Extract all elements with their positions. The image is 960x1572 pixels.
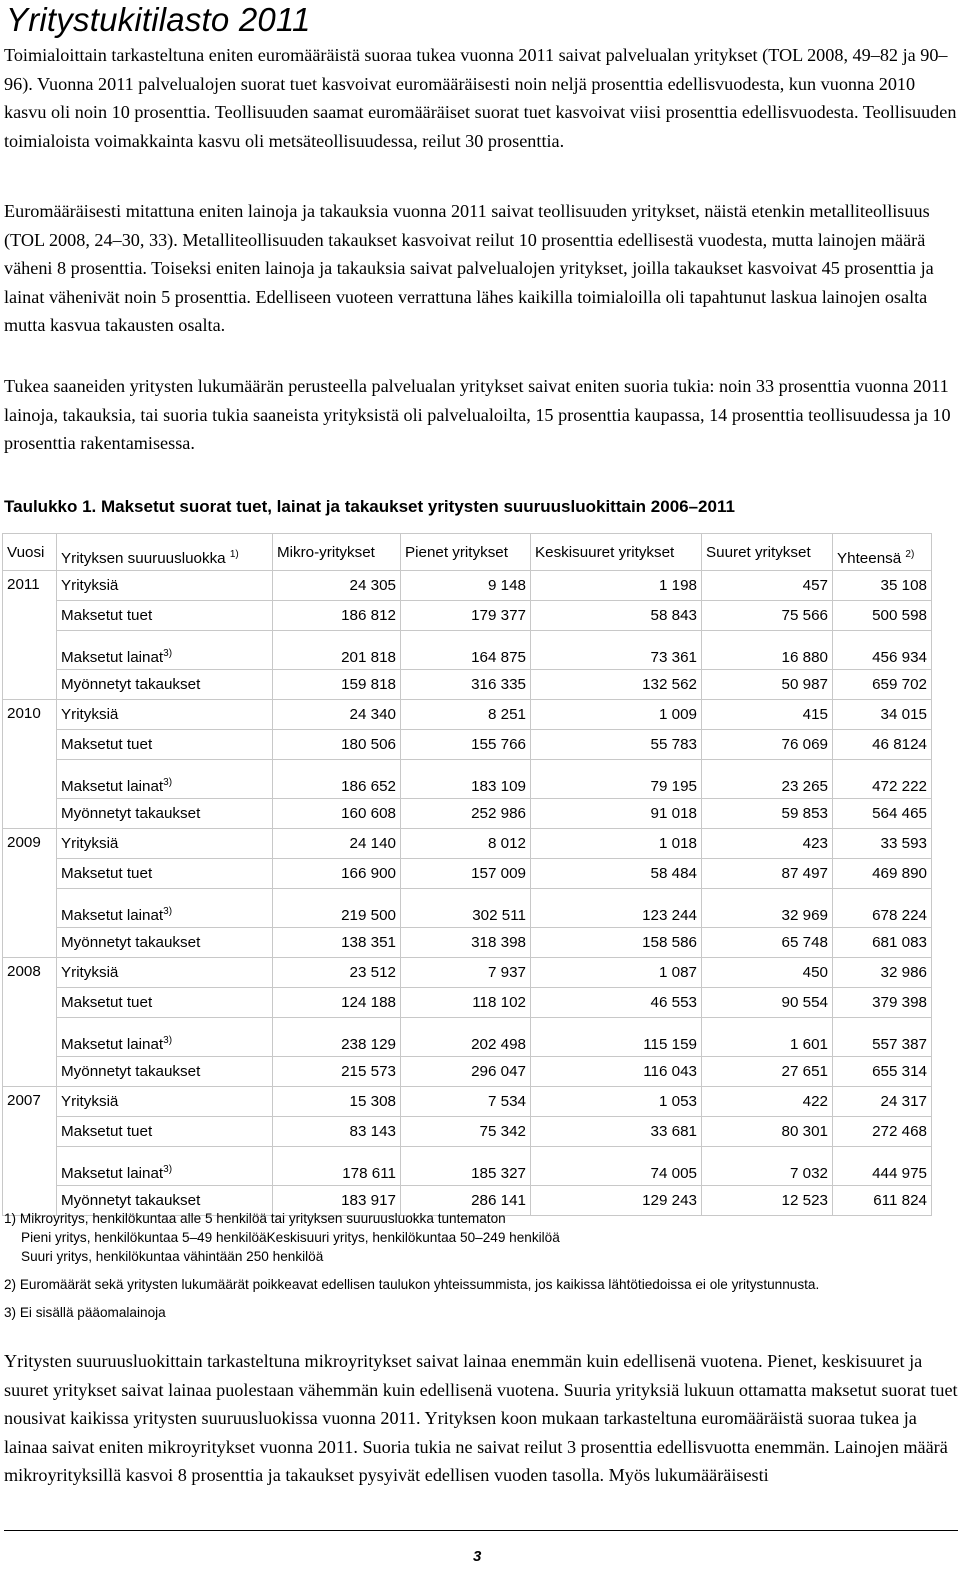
year-cell: 2008 bbox=[3, 958, 57, 1087]
table-row bbox=[3, 571, 932, 601]
value-cell: 24 305 bbox=[273, 571, 401, 601]
row-label-text: Yrityksiä bbox=[61, 706, 119, 723]
value-cell: 73 361 bbox=[531, 631, 702, 670]
value-cell: 8 012 bbox=[401, 829, 531, 859]
value-cell: 1 601 bbox=[702, 1018, 833, 1057]
row-label-text: Maksetut tuet bbox=[61, 994, 153, 1011]
row-label-text: Yrityksiä bbox=[61, 964, 119, 981]
column-header-year: Vuosi bbox=[3, 534, 57, 571]
value-cell: 75 342 bbox=[401, 1117, 531, 1147]
row-label-text: Maksetut lainat bbox=[61, 778, 164, 795]
row-label-text: Maksetut tuet bbox=[61, 607, 153, 624]
table-row bbox=[3, 1147, 932, 1186]
value-cell: 681 083 bbox=[833, 928, 932, 958]
value-cell: 80 301 bbox=[702, 1117, 833, 1147]
table-row bbox=[3, 601, 932, 631]
value-cell: 318 398 bbox=[401, 928, 531, 958]
table-row bbox=[3, 889, 932, 928]
table-row bbox=[3, 1117, 932, 1147]
row-label bbox=[57, 859, 273, 889]
value-cell: 75 566 bbox=[702, 601, 833, 631]
value-cell: 423 bbox=[702, 829, 833, 859]
table-row bbox=[3, 859, 932, 889]
value-cell: 27 651 bbox=[702, 1057, 833, 1087]
value-cell: 415 bbox=[702, 700, 833, 730]
value-cell: 8 251 bbox=[401, 700, 531, 730]
value-cell: 129 243 bbox=[531, 1186, 702, 1216]
value-cell: 7 534 bbox=[401, 1087, 531, 1117]
value-cell: 24 140 bbox=[273, 829, 401, 859]
row-label-text: Maksetut lainat bbox=[61, 907, 164, 924]
column-header-large: Suuret yritykset bbox=[702, 534, 833, 571]
year-cell: 2007 bbox=[3, 1087, 57, 1216]
table-header-row bbox=[3, 534, 932, 571]
column-header-total: Yhteensä $^{2)}$ bbox=[833, 534, 932, 571]
value-cell: 296 047 bbox=[401, 1057, 531, 1087]
value-cell: 1 198 bbox=[531, 571, 702, 601]
footnote-marker: 3) bbox=[163, 1164, 173, 1175]
table-row bbox=[3, 670, 932, 700]
column-header-size-class: Yrityksen suuruusluokka $^{1)}$ bbox=[57, 534, 273, 571]
table-row bbox=[3, 760, 932, 799]
value-cell: 24 317 bbox=[833, 1087, 932, 1117]
value-cell: 180 506 bbox=[273, 730, 401, 760]
column-header-micro: Mikro-yritykset bbox=[273, 534, 401, 571]
value-cell: 132 562 bbox=[531, 670, 702, 700]
row-label bbox=[57, 889, 273, 928]
column-header-medium: Keskisuuret yritykset bbox=[531, 534, 702, 571]
value-cell: 272 468 bbox=[833, 1117, 932, 1147]
row-label bbox=[57, 571, 273, 601]
year-cell: 2009 bbox=[3, 829, 57, 958]
value-cell: 252 986 bbox=[401, 799, 531, 829]
footnote-marker: 3) bbox=[163, 648, 173, 659]
statistics-table bbox=[2, 533, 932, 1216]
row-label-text: Maksetut lainat bbox=[61, 649, 164, 666]
row-label-text: Myönnetyt takaukset bbox=[61, 676, 201, 693]
value-cell: 1 009 bbox=[531, 700, 702, 730]
value-cell: 472 222 bbox=[833, 760, 932, 799]
value-cell: 9 148 bbox=[401, 571, 531, 601]
value-cell: 185 327 bbox=[401, 1147, 531, 1186]
value-cell: 158 586 bbox=[531, 928, 702, 958]
value-cell: 302 511 bbox=[401, 889, 531, 928]
row-label-text: Yrityksiä bbox=[61, 577, 119, 594]
value-cell: 157 009 bbox=[401, 859, 531, 889]
value-cell: 118 102 bbox=[401, 988, 531, 1018]
value-cell: 659 702 bbox=[833, 670, 932, 700]
value-cell: 76 069 bbox=[702, 730, 833, 760]
value-cell: 59 853 bbox=[702, 799, 833, 829]
value-cell: 422 bbox=[702, 1087, 833, 1117]
value-cell: 58 484 bbox=[531, 859, 702, 889]
row-label bbox=[57, 958, 273, 988]
row-label bbox=[57, 760, 273, 799]
footnote-1-line-2: Pieni yritys, henkilökuntaa 5–49 henkilöäKeskisuuri yritys, henkilökuntaa 50–249 henkilöä bbox=[21, 1230, 560, 1245]
value-cell: 155 766 bbox=[401, 730, 531, 760]
value-cell: 500 598 bbox=[833, 601, 932, 631]
value-cell: 35 108 bbox=[833, 571, 932, 601]
value-cell: 186 812 bbox=[273, 601, 401, 631]
column-header-small: Pienet yritykset bbox=[401, 534, 531, 571]
value-cell: 201 818 bbox=[273, 631, 401, 670]
page-number: 3 bbox=[473, 1548, 482, 1565]
value-cell: 50 987 bbox=[702, 670, 833, 700]
footnote-2: 2) Euromäärät sekä yritysten lukumäärät poikkeavat edellisen taulukon yhteissummista, jos kaikissa lähtötiedoissa ei ole yritystunnusta. bbox=[4, 1277, 820, 1292]
row-label bbox=[57, 928, 273, 958]
row-label-text: Maksetut tuet bbox=[61, 736, 153, 753]
footnote-1-line-3: Suuri yritys, henkilökuntaa vähintään 250 henkilöä bbox=[21, 1249, 324, 1264]
row-label bbox=[57, 1057, 273, 1087]
value-cell: 219 500 bbox=[273, 889, 401, 928]
value-cell: 46 8124 bbox=[833, 730, 932, 760]
value-cell: 7 032 bbox=[702, 1147, 833, 1186]
value-cell: 183 109 bbox=[401, 760, 531, 799]
row-label bbox=[57, 1117, 273, 1147]
footnote-marker: 1) bbox=[229, 549, 239, 560]
footnote-3: 3) Ei sisällä pääomalainoja bbox=[4, 1305, 166, 1320]
value-cell: 238 129 bbox=[273, 1018, 401, 1057]
paragraph-loans-and-guarantees: Euromääräisesti mitattuna eniten lainoja ja takauksia vuonna 2011 saivat teollisuuden yritykset, näistä etenkin metalliteollisuus (TOL 2008, 24–30, 33). Metalliteollisuuden takaukset kasvoivat reilut 10 prosenttia edellisestä vuodesta, mutta lainojen määrä väheni 8 prosenttia. Toiseksi eniten lainoja ja takauksia saivat palvelualojen yritykset, joilla takaukset kasvoivat 45 prosenttia ja lainat vähenivät noin 5 prosenttia. Edelliseen vuoteen verrattuna lähes kaikilla toimialoilla oli tapahtunut laskua lainojen osalta mutta kasvua takausten osalta. bbox=[4, 201, 934, 336]
value-cell: 124 188 bbox=[273, 988, 401, 1018]
table-row bbox=[3, 1087, 932, 1117]
value-cell: 58 843 bbox=[531, 601, 702, 631]
value-cell: 15 308 bbox=[273, 1087, 401, 1117]
value-cell: 160 608 bbox=[273, 799, 401, 829]
row-label-text: Yrityksiä bbox=[61, 1093, 119, 1110]
value-cell: 7 937 bbox=[401, 958, 531, 988]
value-cell: 46 553 bbox=[531, 988, 702, 1018]
value-cell: 23 265 bbox=[702, 760, 833, 799]
value-cell: 316 335 bbox=[401, 670, 531, 700]
value-cell: 286 141 bbox=[401, 1186, 531, 1216]
row-label bbox=[57, 730, 273, 760]
row-label-text: Maksetut lainat bbox=[61, 1165, 164, 1182]
value-cell: 32 969 bbox=[702, 889, 833, 928]
value-cell: 24 340 bbox=[273, 700, 401, 730]
value-cell: 16 880 bbox=[702, 631, 833, 670]
footnote-marker: 3) bbox=[163, 777, 173, 788]
row-label bbox=[57, 601, 273, 631]
value-cell: 469 890 bbox=[833, 859, 932, 889]
table-caption: Taulukko 1. Maksetut suorat tuet, lainat ja takaukset yritysten suuruusluokittain 2006–2011 bbox=[4, 497, 735, 516]
value-cell: 655 314 bbox=[833, 1057, 932, 1087]
row-label-text: Maksetut tuet bbox=[61, 1123, 153, 1140]
table-row bbox=[3, 928, 932, 958]
value-cell: 33 593 bbox=[833, 829, 932, 859]
value-cell: 215 573 bbox=[273, 1057, 401, 1087]
row-label bbox=[57, 700, 273, 730]
value-cell: 186 652 bbox=[273, 760, 401, 799]
value-cell: 33 681 bbox=[531, 1117, 702, 1147]
table-row bbox=[3, 730, 932, 760]
value-cell: 159 818 bbox=[273, 670, 401, 700]
value-cell: 611 824 bbox=[833, 1186, 932, 1216]
value-cell: 115 159 bbox=[531, 1018, 702, 1057]
row-label bbox=[57, 799, 273, 829]
year-cell: 2010 bbox=[3, 700, 57, 829]
value-cell: 1 053 bbox=[531, 1087, 702, 1117]
value-cell: 23 512 bbox=[273, 958, 401, 988]
footnote-marker: 3) bbox=[163, 1035, 173, 1046]
value-cell: 91 018 bbox=[531, 799, 702, 829]
value-cell: 202 498 bbox=[401, 1018, 531, 1057]
value-cell: 179 377 bbox=[401, 601, 531, 631]
value-cell: 87 497 bbox=[702, 859, 833, 889]
table-row bbox=[3, 1018, 932, 1057]
value-cell: 379 398 bbox=[833, 988, 932, 1018]
row-label bbox=[57, 829, 273, 859]
footnote-1-line-1: 1) Mikroyritys, henkilökuntaa alle 5 henkilöä tai yrityksen suuruusluokka tuntematon bbox=[4, 1211, 506, 1226]
value-cell: 34 015 bbox=[833, 700, 932, 730]
value-cell: 166 900 bbox=[273, 859, 401, 889]
table-row bbox=[3, 829, 932, 859]
row-label bbox=[57, 631, 273, 670]
value-cell: 83 143 bbox=[273, 1117, 401, 1147]
footnote-marker: 2) bbox=[905, 549, 915, 560]
paragraph-size-classes: Yritysten suuruusluokittain tarkasteltuna mikroyritykset saivat lainaa enemmän kuin edellisenä vuotena. Pienet, keskisuuret ja suuret yritykset saivat lainaa puolestaan vähemmän kuin edellisenä vuotena. Suuria yrityksiä lukuun ottamatta maksetut suorat tuet nousivat kaikissa yritysten suuruusluokissa vuonna 2011. Yrityksen koon mukaan tarkasteltuna euromääräistä suoraa tukea ja lainaa saivat eniten mikroyritykset vuonna 2011. Suoria tukia ne saivat reilut 3 prosenttia edellisvuotta enemmän. Lainojen määrä mikroyrityksillä kasvoi 8 prosenttia ja takaukset pysyivät edellisen vuoden tasolla. Myös lukumääräisesti bbox=[4, 1351, 958, 1486]
table-row bbox=[3, 700, 932, 730]
paragraph-direct-support-by-industry: Toimialoittain tarkasteltuna eniten euromääräistä suoraa tukea vuonna 2011 saivat palvelualan yritykset (TOL 2008, 49–82 ja 90–96). Vuonna 2011 palvelualojen suorat tuet kasvoivat euromääräisesti noin neljä prosenttia edellisvuodesta, kun vuonna 2010 kasvu oli noin 10 prosenttia. Teollisuuden saamat euromääräiset suorat tuet kasvoivat viisi prosenttia edellisvuodesta. Teollisuuden toimialoista voimakkainta kasvu oli metsäteollisuudessa, reilut 30 prosenttia. bbox=[4, 45, 957, 151]
value-cell: 564 465 bbox=[833, 799, 932, 829]
value-cell: 123 244 bbox=[531, 889, 702, 928]
value-cell: 55 783 bbox=[531, 730, 702, 760]
row-label-text: Maksetut lainat bbox=[61, 1036, 164, 1053]
row-label-text: Myönnetyt takaukset bbox=[61, 1063, 201, 1080]
page-title: Yritystukitilasto 2011 bbox=[6, 1, 311, 38]
value-cell: 557 387 bbox=[833, 1018, 932, 1057]
value-cell: 450 bbox=[702, 958, 833, 988]
value-cell: 164 875 bbox=[401, 631, 531, 670]
paragraph-number-of-firms: Tukea saaneiden yritysten lukumäärän perusteella palvelualan yritykset saivat eniten suoria tukia: noin 33 prosenttia vuonna 2011 lainoja, takauksia, tai suoria tukia saaneista yrityksistä oli palvelualoilta, 15 prosenttia kaupassa, 14 prosenttia teollisuudessa ja 10 prosenttia rakentamisessa. bbox=[4, 376, 951, 454]
row-label-text: Maksetut tuet bbox=[61, 865, 153, 882]
row-label bbox=[57, 1147, 273, 1186]
value-cell: 74 005 bbox=[531, 1147, 702, 1186]
value-cell: 65 748 bbox=[702, 928, 833, 958]
value-cell: 444 975 bbox=[833, 1147, 932, 1186]
table-row bbox=[3, 988, 932, 1018]
footer-divider bbox=[4, 1530, 958, 1531]
value-cell: 183 917 bbox=[273, 1186, 401, 1216]
table-row bbox=[3, 631, 932, 670]
table-footnotes bbox=[4, 1209, 958, 1322]
value-cell: 32 986 bbox=[833, 958, 932, 988]
row-label-text: Myönnetyt takaukset bbox=[61, 934, 201, 951]
table-row bbox=[3, 799, 932, 829]
value-cell: 79 195 bbox=[531, 760, 702, 799]
table-row bbox=[3, 958, 932, 988]
value-cell: 678 224 bbox=[833, 889, 932, 928]
row-label bbox=[57, 1087, 273, 1117]
row-label bbox=[57, 988, 273, 1018]
value-cell: 116 043 bbox=[531, 1057, 702, 1087]
footnote-marker: 3) bbox=[163, 906, 173, 917]
value-cell: 90 554 bbox=[702, 988, 833, 1018]
value-cell: 138 351 bbox=[273, 928, 401, 958]
value-cell: 178 611 bbox=[273, 1147, 401, 1186]
value-cell: 12 523 bbox=[702, 1186, 833, 1216]
row-label-text: Myönnetyt takaukset bbox=[61, 805, 201, 822]
year-cell: 2011 bbox=[3, 571, 57, 700]
row-label bbox=[57, 1018, 273, 1057]
value-cell: 457 bbox=[702, 571, 833, 601]
row-label-text: Yrityksiä bbox=[61, 835, 119, 852]
row-label bbox=[57, 670, 273, 700]
value-cell: 1 087 bbox=[531, 958, 702, 988]
value-cell: 456 934 bbox=[833, 631, 932, 670]
table-row bbox=[3, 1057, 932, 1087]
value-cell: 1 018 bbox=[531, 829, 702, 859]
row-label-text: Myönnetyt takaukset bbox=[61, 1192, 201, 1209]
